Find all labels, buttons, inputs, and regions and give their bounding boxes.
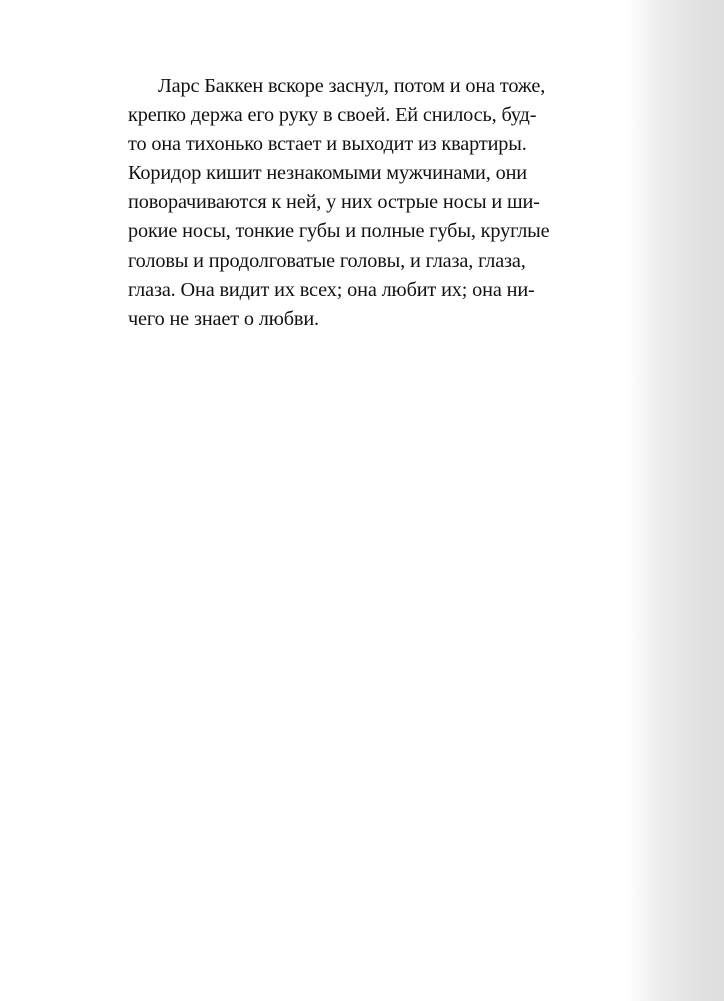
body-paragraph [128, 72, 612, 334]
paragraph-line: Ларс Баккен вскоре заснул, потом и она тоже, [158, 75, 546, 97]
paragraph-line: глаза. Она видит их всех; она любит их; она ни- [128, 278, 535, 301]
paragraph-line: крепко держа его руку в своей. Ей снилось, буд- [128, 104, 537, 127]
paragraph-line: Коридор кишит незнакомыми мужчинами, они [128, 162, 528, 185]
paragraph-line: поворачиваются к ней, у них острые носы и ши- [128, 191, 540, 214]
paragraph-line: рокие носы, тонкие губы и полные губы, круглые [128, 220, 550, 243]
paragraph-line: то она тихонько встает и выходит из квартиры. [128, 133, 527, 156]
paragraph-line: чего не знает о любви. [128, 307, 319, 330]
paragraph-line: головы и продолговатые головы, и глаза, глаза, [128, 249, 526, 272]
